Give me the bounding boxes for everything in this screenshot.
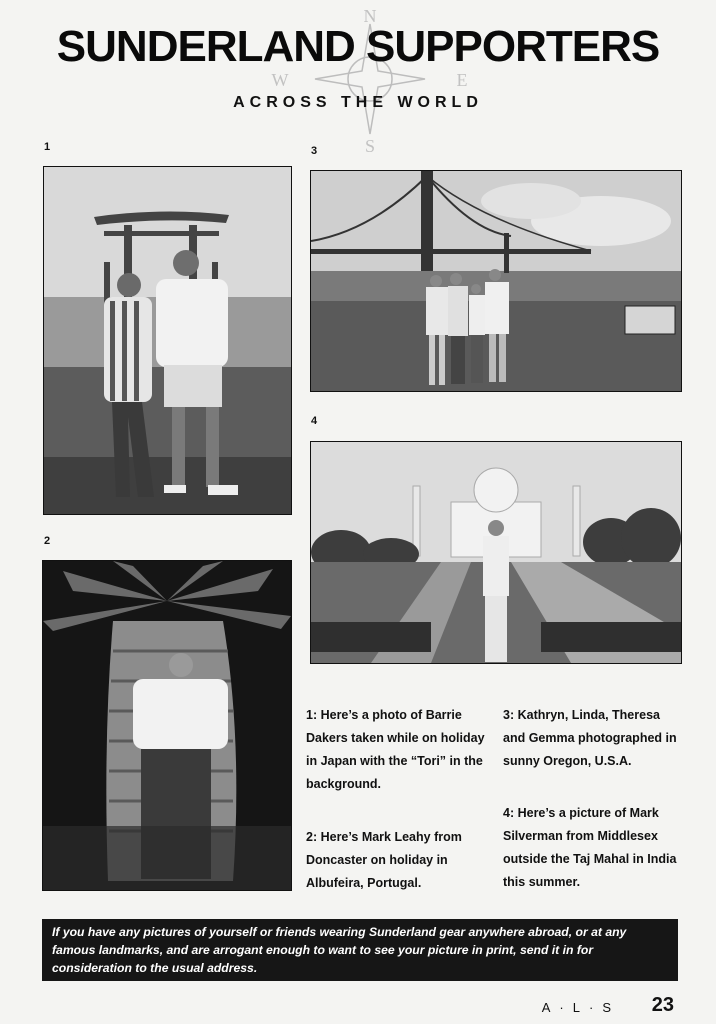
photo-golden-gate	[310, 170, 682, 392]
photo-number-1: 1	[44, 141, 51, 153]
submission-banner: If you have any pictures of yourself or friends wearing Sunderland gear anywhere abroad, or at any famous landmarks, and are arrogant enough to want to see your picture in print, send it in for consideration to the usual address.	[42, 919, 678, 981]
page-number: 23	[651, 994, 674, 1016]
page-subtitle: ACROSS THE WORLD	[233, 94, 483, 111]
page-title	[0, 22, 716, 72]
compass-e: E	[456, 70, 468, 90]
title-supporters: SUPPORTERS	[366, 22, 660, 71]
photo-number-4: 4	[311, 415, 318, 427]
title-sunderland: SUNDERLAND	[56, 22, 355, 71]
caption-2: 2: Here’s Mark Leahy from Doncaster on holiday in Albufeira, Portugal.	[306, 830, 462, 890]
photo-japan-torii	[43, 166, 292, 515]
compass-n: N	[363, 6, 377, 26]
caption-1: 1: Here’s a photo of Barrie Dakers taken while on holiday in Japan with the “Tori” in the background.	[306, 708, 485, 791]
compass-s: S	[364, 136, 376, 154]
photo-number-2: 2	[44, 535, 51, 547]
caption-4: 4: Here’s a picture of Mark Silverman from Middlesex outside the Taj Mahal in India this summer.	[503, 806, 677, 889]
magazine-name: A·L·S	[541, 1000, 620, 1015]
photo-palm-night	[42, 560, 292, 891]
compass-w: W	[271, 70, 289, 90]
photo-taj-mahal	[310, 441, 682, 664]
caption-3: 3: Kathryn, Linda, Theresa and Gemma photographed in sunny Oregon, U.S.A.	[503, 708, 677, 768]
photo-number-3: 3	[311, 145, 318, 157]
